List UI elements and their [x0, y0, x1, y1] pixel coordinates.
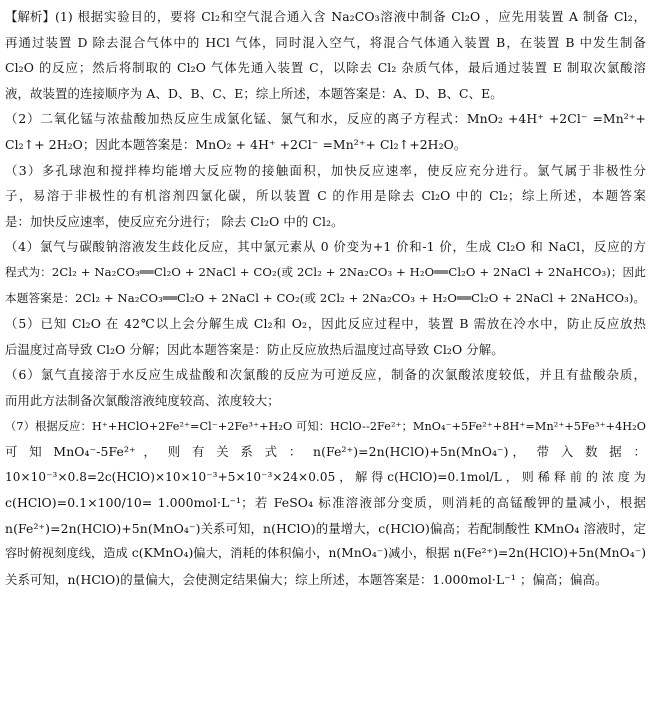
text-line-11: 程式为：2Cl₂ + Na₂CO₃══Cl₂O + 2NaCl + CO₂(或 2Cl₂ + 2Na₂CO₃ + H₂O══Cl₂O + 2NaCl + 2NaHCO₃)；因此 [5, 264, 646, 279]
text-line-16: 而用此方法制备次氯酸溶液纯度较高、浓度较大； [5, 392, 280, 408]
text-line-1-content: (1) 根据实验目的，要将 Cl₂和空气混合通入含 Na₂CO₃溶液中制备 Cl₂O ，应先用装置 A 制备 Cl₂， [54, 9, 646, 24]
text-line-22: 容时俯视刻度线，造成 c(KMnO₄)偏大，消耗的体积偏小，n(MnO₄⁻)减小，根据 n(Fe²⁺)=2n(HClO)+5n(MnO₄⁻) [5, 546, 646, 561]
text-line-19: 10×10⁻³×0.8=2c(HClO)×10×10⁻³+5×10⁻³×24×0.05 ， 解 得 c(HClO)=0.1mol/L ， 则 稀 释 前 的 浓 度 为 [5, 469, 646, 484]
text-line-15: （6）氯气直接溶于水反应生成盐酸和次氯酸的反应为可逆反应，制备的次氯酸浓度较低，并且有盐酸杂质， [5, 367, 646, 383]
text-line-23: 关系可知，n(HClO)的量偏大，会使测定结果偏大；综上所述，本题答案是：1.000mol·L⁻¹ ；偏高；偏高。 [5, 572, 608, 588]
text-line-21: n(Fe²⁺)=2n(HClO)+5n(MnO₄⁻)关系可知，n(HClO)的量增大，c(HClO)偏高；若配制酸性 KMnO₄ 溶液时，定 [5, 520, 646, 536]
text-line-12: 本题答案是：2Cl₂ + Na₂CO₃══Cl₂O + 2NaCl + CO₂(或 2Cl₂ + 2Na₂CO₃ + H₂O══Cl₂O + 2NaCl + 2NaHCO₃)。 [5, 290, 646, 305]
text-line-6: Cl₂↑+ 2H₂O；因此本题答案是：MnO₂ + 4H⁺ +2Cl⁻ =Mn²⁺+ Cl₂↑+2H₂O。 [5, 136, 467, 152]
text-line-20: c(HClO)=0.1×100/10= 1.000mol·L⁻¹；若 FeSO₄ 标准溶液部分变质，则消耗的高锰酸钾的量减小，根据 [5, 495, 646, 511]
text-line-7: （3）多孔球泡和搅拌棒均能增大反应物的接触面积，加快反应速率，使反应充分进行。氯气属于非极性分 [5, 162, 646, 178]
text-line-13: （5）已知 Cl₂O 在 42℃以上会分解生成 Cl₂和 O₂，因此反应过程中，装置 B 需放在冷水中，防止反应放热 [5, 316, 646, 332]
text-line-9: 是：加快反应速率，使反应充分进行； 除去 Cl₂O 中的 Cl₂。 [5, 213, 344, 229]
text-line-18: 可 知 MnO₄⁻-5Fe²⁺ ， 则 有 关 系 式 ： n(Fe²⁺)=2n(HClO)+5n(MnO₄⁻)， 带 入 数 据 ： [5, 444, 646, 460]
text-line-4: 液，故装置的连接顺序为 A、D、B、C、E；综上所述，本题答案是：A、D、B、C、E。 [5, 85, 503, 101]
text-line-1 [5, 4, 646, 30]
text-line-8: 子，易溶于非极性的有机溶剂四氯化碳，所以装置 C 的作用是除去 Cl₂O 中的 Cl₂；综上所述，本题答案 [5, 188, 646, 204]
text-line-3: Cl₂O 的反应；然后将制取的 Cl₂O 气体先通入装置 C，以除去 Cl₂ 杂质气体，最后通过装置 E 制取次氯酸溶 [5, 60, 646, 76]
text-line-5: （2）二氧化锰与浓盐酸加热反应生成氯化锰、氯气和水，反应的离子方程式：MnO₂ +4H⁺ +2Cl⁻ =Mn²⁺+ [5, 111, 646, 127]
text-line-17: （7）根据反应：H⁺+HClO+2Fe²⁺=Cl⁻+2Fe³⁺+H₂O 可知：HClO--2Fe²⁺；MnO₄⁻+5Fe²⁺+8H⁺=Mn²⁺+5Fe³⁺+4H₂O [5, 419, 646, 433]
text-line-14: 后温度过高导致 Cl₂O 分解；因此本题答案是：防止反应放热后温度过高导致 Cl₂O 分解。 [5, 341, 504, 357]
text-line-2: 再通过装置 D 除去混合气体中的 HCl 气体，同时混入空气，将混合气体通入装置 B，在装置 B 中发生制备 [5, 34, 646, 50]
analysis-label: 【解析】 [5, 9, 55, 24]
text-line-10: （4）氯气与碳酸钠溶液发生歧化反应，其中氯元素从 0 价变为+1 价和-1 价，生成 Cl₂O 和 NaCl，反应的方 [5, 239, 646, 255]
